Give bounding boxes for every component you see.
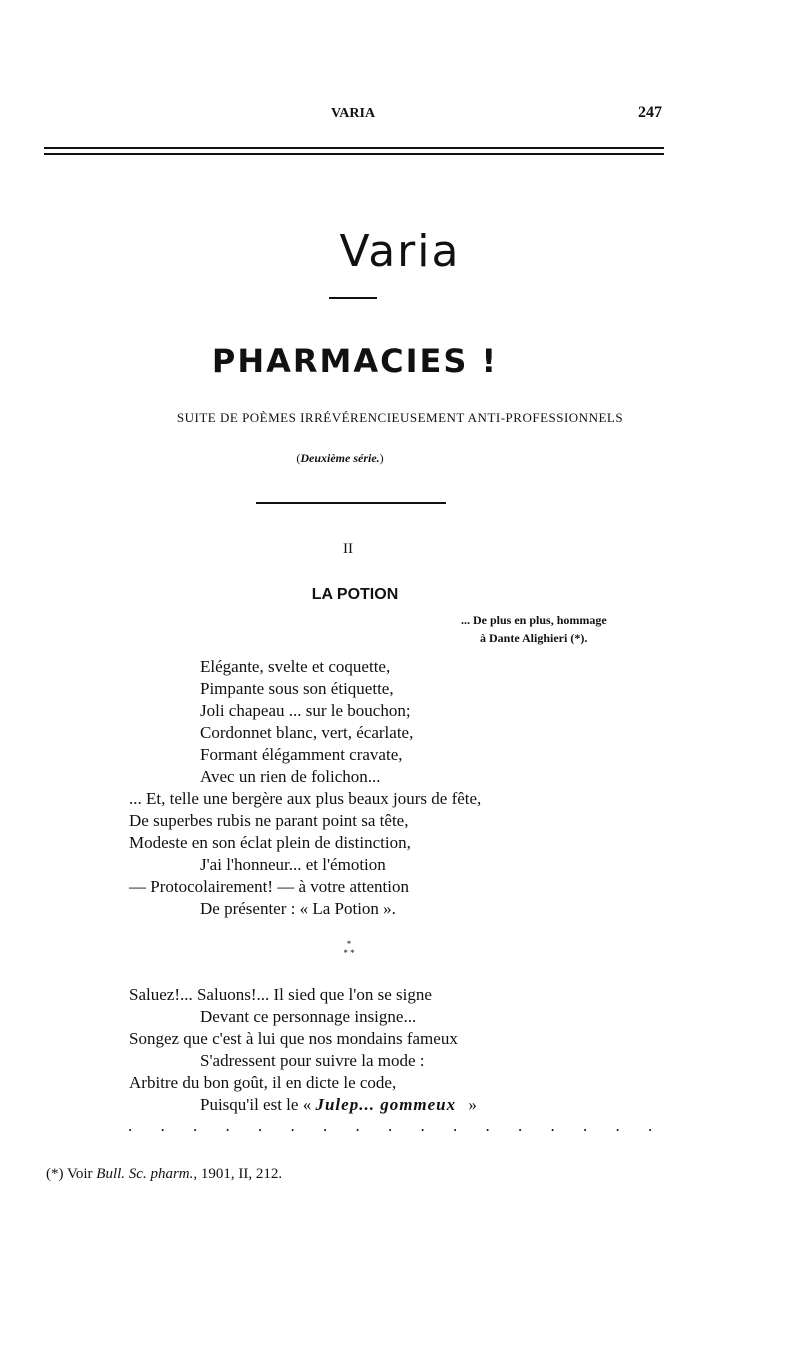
verse-line: Saluez!... Saluons!... Il sied que l'on se signe	[129, 985, 432, 1004]
footnote-ref: Bull. Sc. pharm.	[96, 1166, 194, 1182]
footnote	[46, 1166, 282, 1183]
verse-line-last	[200, 1094, 477, 1116]
asterism-top: *	[346, 939, 352, 949]
series-open-paren: (	[296, 451, 301, 465]
series-close-paren: )	[379, 451, 384, 465]
verse-line: Modeste en son éclat plein de distinction,	[129, 833, 411, 852]
poem-numeral: II	[343, 541, 353, 557]
verse-line: S'adressent pour suivre la mode :	[200, 1051, 425, 1070]
footnote-details: , 1901, II, 212.	[193, 1166, 283, 1182]
epigraph-line-2: à Dante Alighieri (*).	[480, 631, 588, 645]
epigraph-line-1: ... De plus en plus, hommage	[461, 613, 607, 627]
verse-line: Elégante, svelte et coquette,	[200, 657, 391, 676]
verse-line: Songez que c'est à lui que nos mondains fameux	[129, 1029, 458, 1048]
page-number: 247	[638, 104, 662, 121]
verse-line: J'ai l'honneur... et l'émotion	[200, 855, 386, 874]
page-title: Varia	[339, 226, 461, 277]
title-rule	[329, 297, 377, 299]
last-line-italic: Julep... gommeux	[315, 1095, 457, 1114]
asterism-separator	[342, 940, 356, 958]
poem-title: LA POTION	[311, 586, 399, 603]
verse-line: Devant ce personnage insigne...	[200, 1007, 417, 1026]
verse-line: De superbes rubis ne parant point sa tête,	[129, 811, 409, 830]
verse-line: Formant élégamment cravate,	[200, 745, 403, 764]
header-rule-top	[44, 147, 664, 149]
last-line-prefix: Puisqu'il est le «	[200, 1095, 312, 1114]
verse-line: Joli chapeau ... sur le bouchon;	[200, 701, 411, 720]
header-rule-bottom	[44, 153, 664, 155]
verse-line: De présenter : « La Potion ».	[200, 899, 396, 918]
footnote-voir: Voir	[66, 1166, 93, 1182]
verse-line: Arbitre du bon goût, il en dicte le code,	[129, 1073, 397, 1092]
series-label	[0, 451, 680, 466]
section-rule	[256, 502, 446, 504]
verse-line: Avec un rien de folichon...	[200, 767, 381, 786]
footnote-marker: (*)	[46, 1166, 64, 1182]
section-heading: PHARMACIES !	[211, 342, 499, 380]
verse-line: Cordonnet blanc, vert, écarlate,	[200, 723, 414, 742]
subtitle: SUITE DE POÈMES IRRÉVÉRENCIEUSEMENT ANTI-PROFESSIONNELS	[176, 410, 624, 425]
last-line-suffix: »	[468, 1095, 477, 1114]
ellipsis-dots: . . . . . . . . . . . . . . . . .	[128, 1116, 665, 1135]
verse-line: Pimpante sous son étiquette,	[200, 679, 394, 698]
verse-line: ... Et, telle une bergère aux plus beaux jours de fête,	[129, 789, 482, 808]
verse-line: — Protocolairement! — à votre attention	[129, 877, 409, 896]
asterism-bottom: * *	[343, 948, 355, 958]
series-text: Deuxième série.	[300, 451, 380, 465]
running-head-title: VARIA	[331, 106, 376, 121]
